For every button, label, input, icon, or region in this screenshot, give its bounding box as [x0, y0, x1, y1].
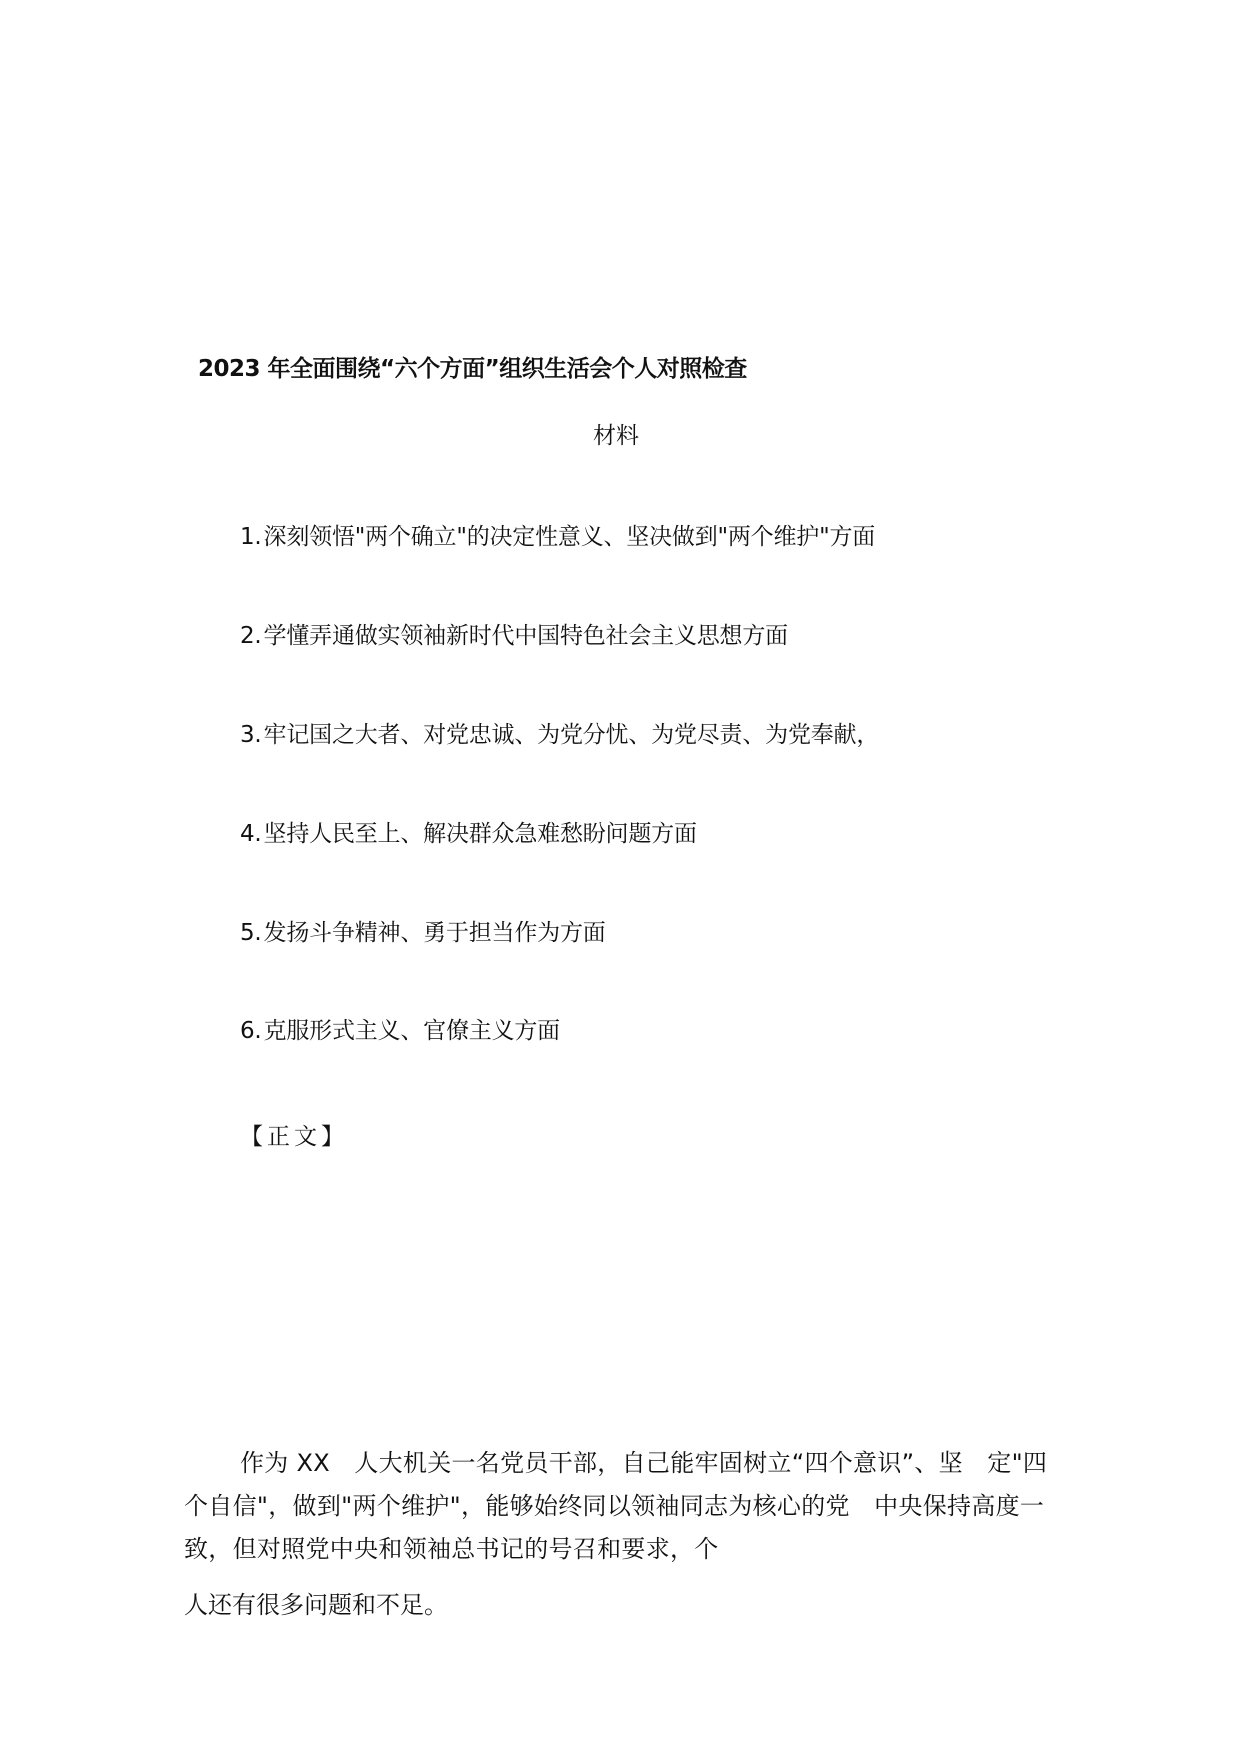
toc-item: [240, 815, 697, 848]
body-paragraph: 作为 XX 人大机关一名党员干部，自己能牢固树立“四个意识”、坚 定"四个自信"，做到"两个维护"，能够始终同以领袖同志为核心的党 中央保持高度一致，但对照党中央和领袖总书记的号召和要求，个: [184, 1449, 1048, 1563]
toc-item: [240, 914, 606, 947]
toc-item-number: 3.: [240, 722, 262, 748]
toc-item-number: 5.: [240, 920, 262, 946]
document-subtitle: [0, 417, 1240, 450]
toc-item: [240, 518, 875, 551]
body-paragraph-continuation: 人还有很多问题和不足。: [184, 1591, 448, 1619]
toc-item-text: 牢记国之大者、对党忠诚、为党分忧、为党尽责、为党奉献，: [263, 722, 880, 748]
toc-item-text: 克服形式主义、官僚主义方面: [263, 1018, 560, 1044]
toc-item-text: 学懂弄通做实领袖新时代中国特色社会主义思想方面: [263, 623, 788, 649]
toc-item: [240, 716, 879, 749]
toc-item-text: 坚持人民至上、解决群众急难愁盼问题方面: [263, 821, 697, 847]
toc-item-text: 发扬斗争精神、勇于担当作为方面: [263, 920, 606, 946]
toc-item-number: 6.: [240, 1018, 262, 1044]
toc-item-number: 4.: [240, 821, 262, 847]
toc-item-number: 2.: [240, 623, 262, 649]
toc-item-text: 深刻领悟"两个确立"的决定性意义、坚决做到"两个维护"方面: [263, 524, 876, 550]
toc-item: [240, 1012, 560, 1045]
document-title: 2023 年全面围绕“六个方面”组织生活会个人对照检查: [198, 356, 747, 382]
subtitle-text: 材料: [593, 423, 639, 449]
section-marker: 【正文】: [240, 1124, 348, 1150]
toc-item: [240, 617, 788, 650]
toc-item-number: 1.: [240, 524, 262, 550]
